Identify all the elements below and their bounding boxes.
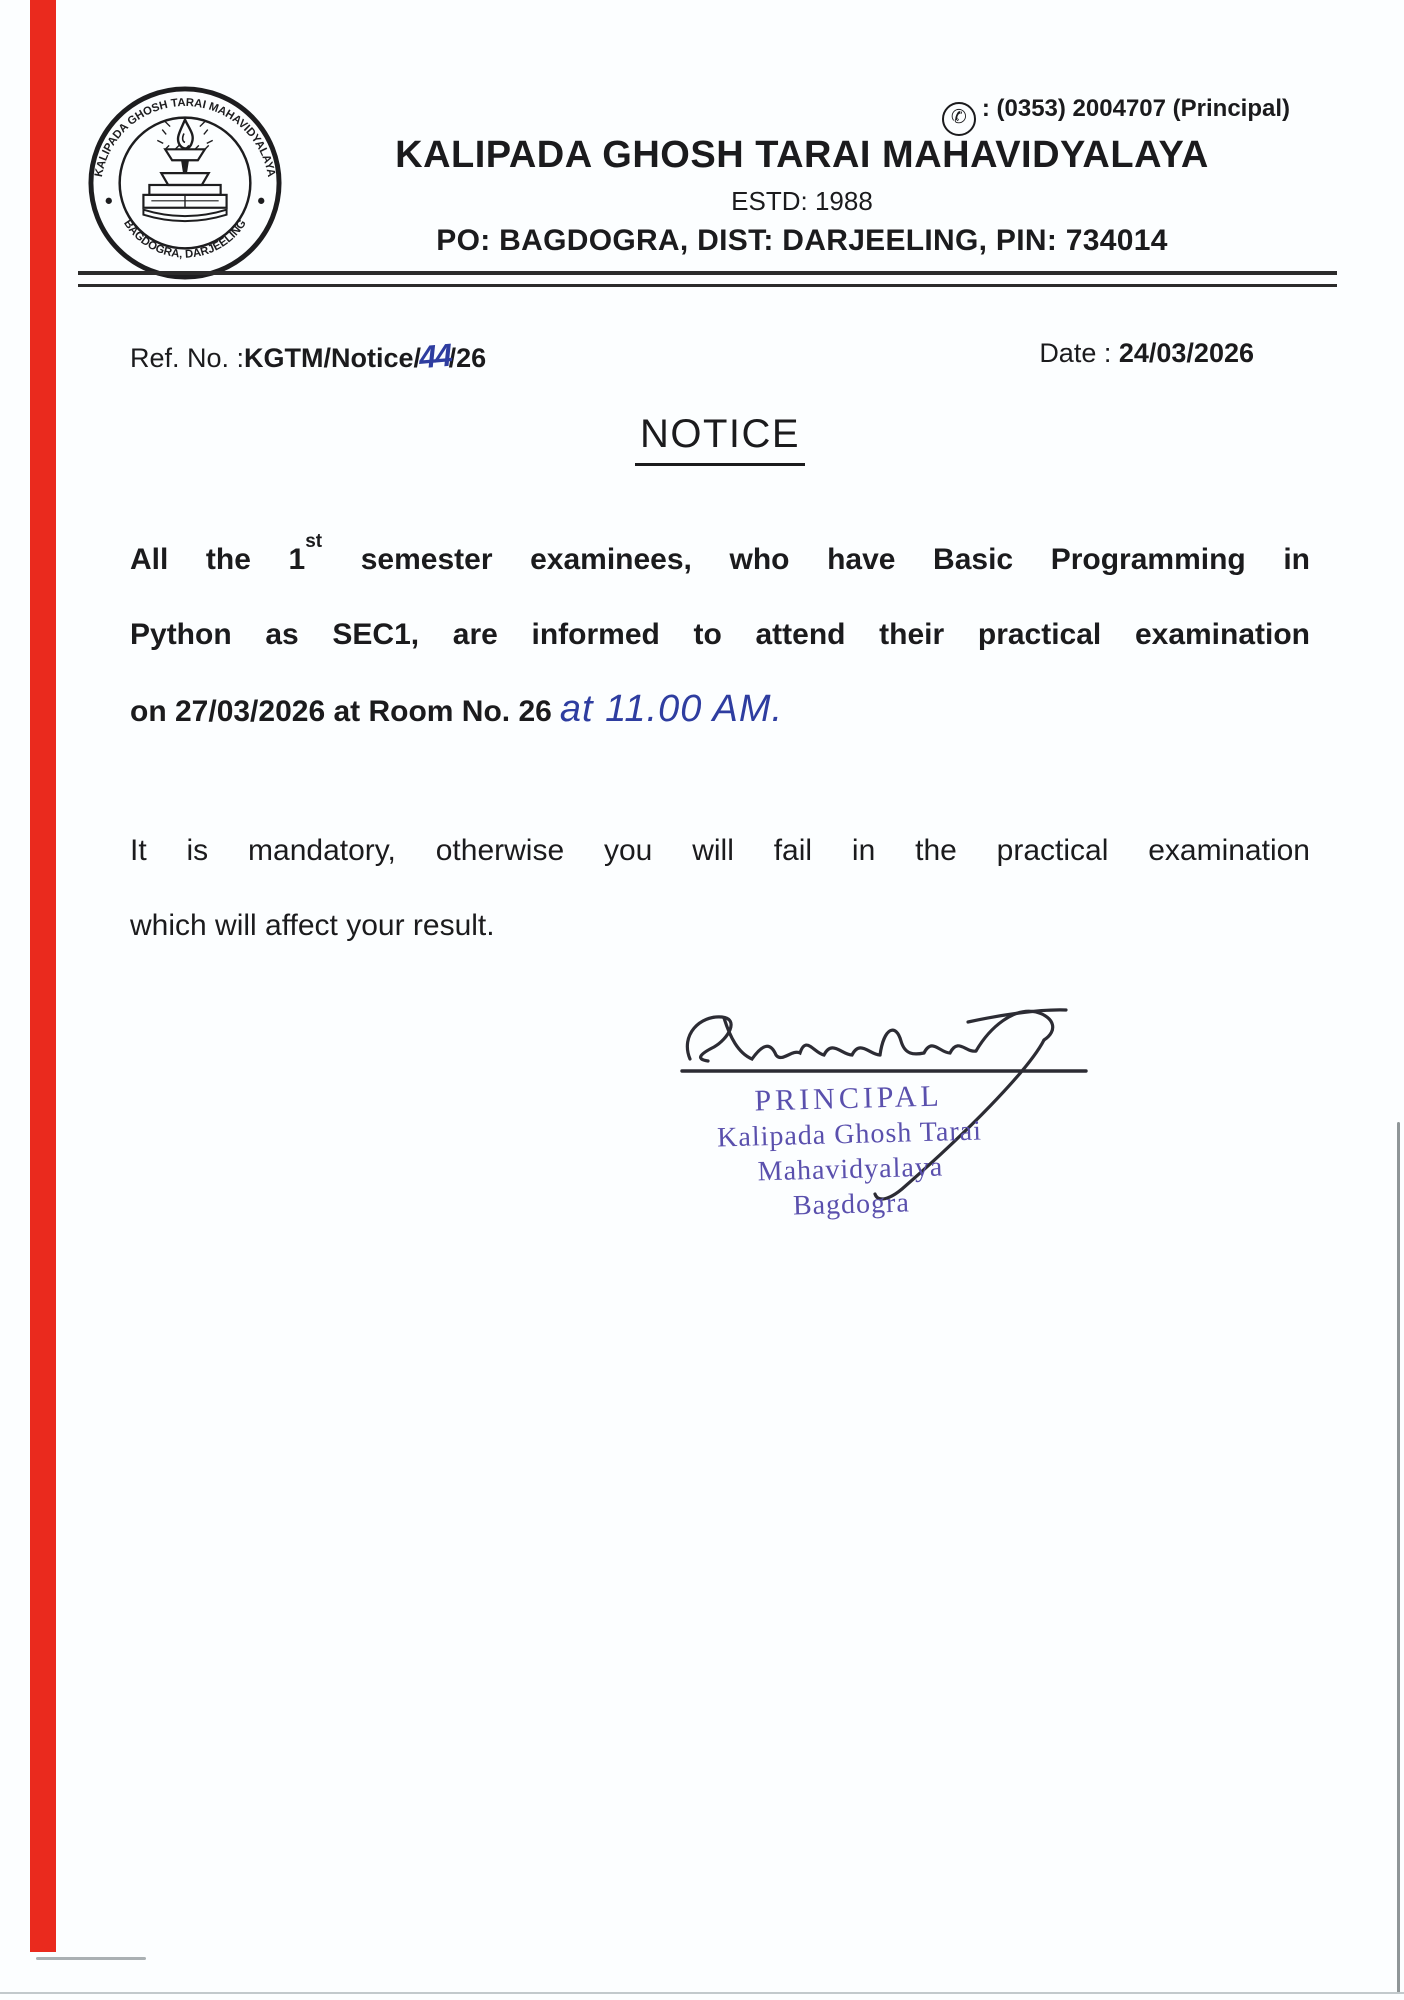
phone-icon: ✆ — [942, 102, 976, 136]
paragraph1-line1: All the 1st semester examinees, who have Basic Programming in — [130, 531, 1310, 576]
stamp-college-name-2: Mahavidyalaya — [757, 1151, 944, 1188]
date-label: Date : — [1039, 338, 1119, 368]
logo-ring-text-top: KALIPADA GHOSH TARAI MAHAVIDYALAYA — [92, 96, 278, 179]
ref-label: Ref. No. : — [130, 343, 245, 373]
ordinal-superscript: st — [305, 531, 323, 552]
page-edge-mark — [36, 1957, 146, 1960]
paragraph2-line2: which will affect your result. — [130, 909, 495, 942]
ref-number — [130, 338, 486, 375]
svg-text:BAGDOGRA, DARJEELING — [121, 218, 249, 261]
notice-title: NOTICE — [635, 412, 805, 466]
body-paragraph-1 — [130, 515, 1310, 749]
letterhead — [290, 134, 1314, 258]
paragraph2-line1: It is mandatory, otherwise you will fail in the practical examination — [130, 834, 1310, 867]
logo-lamp-icon — [143, 120, 226, 221]
stamp-place: Bagdogra — [792, 1187, 911, 1222]
college-logo-seal — [86, 84, 284, 282]
date-line — [1039, 338, 1254, 369]
handwritten-ref-number: 44 — [417, 336, 453, 376]
ref-value-suffix: /26 — [448, 343, 487, 373]
address-line: PO: BAGDOGRA, DIST: DARJEELING, PIN: 734014 — [436, 224, 1168, 257]
header-divider — [78, 271, 1337, 287]
paragraph1-line2: Python as SEC1, are informed to attend their practical examination — [130, 618, 1310, 651]
college-name: KALIPADA GHOSH TARAI MAHAVIDYALAYA — [395, 134, 1209, 176]
handwritten-time: at 11.00 AM. — [559, 688, 784, 730]
page-edge-shadow-bottom — [0, 1992, 1404, 1994]
scan-red-edge-strip — [30, 0, 56, 1952]
paragraph1-line3: on 27/03/2026 at Room No. 26 at 11.00 AM. — [130, 688, 784, 730]
ref-value-prefix: KGTM/Notice/ — [244, 343, 422, 373]
body-paragraph-2 — [130, 813, 1310, 963]
logo-ring-text-bottom: BAGDOGRA, DARJEELING — [121, 217, 249, 261]
page-edge-shadow-right — [1397, 1122, 1400, 1994]
phone-line — [942, 95, 1290, 136]
date-value: 24/03/2026 — [1118, 338, 1254, 368]
principal-stamp — [638, 1077, 1061, 1227]
stamp-college-name-1: Kalipada Ghosh Tarai — [716, 1115, 983, 1154]
stamp-title: PRINCIPAL — [754, 1079, 944, 1118]
phone-number: : (0353) 2004707 (Principal) — [981, 95, 1290, 122]
estd-line: ESTD: 1988 — [731, 186, 873, 216]
